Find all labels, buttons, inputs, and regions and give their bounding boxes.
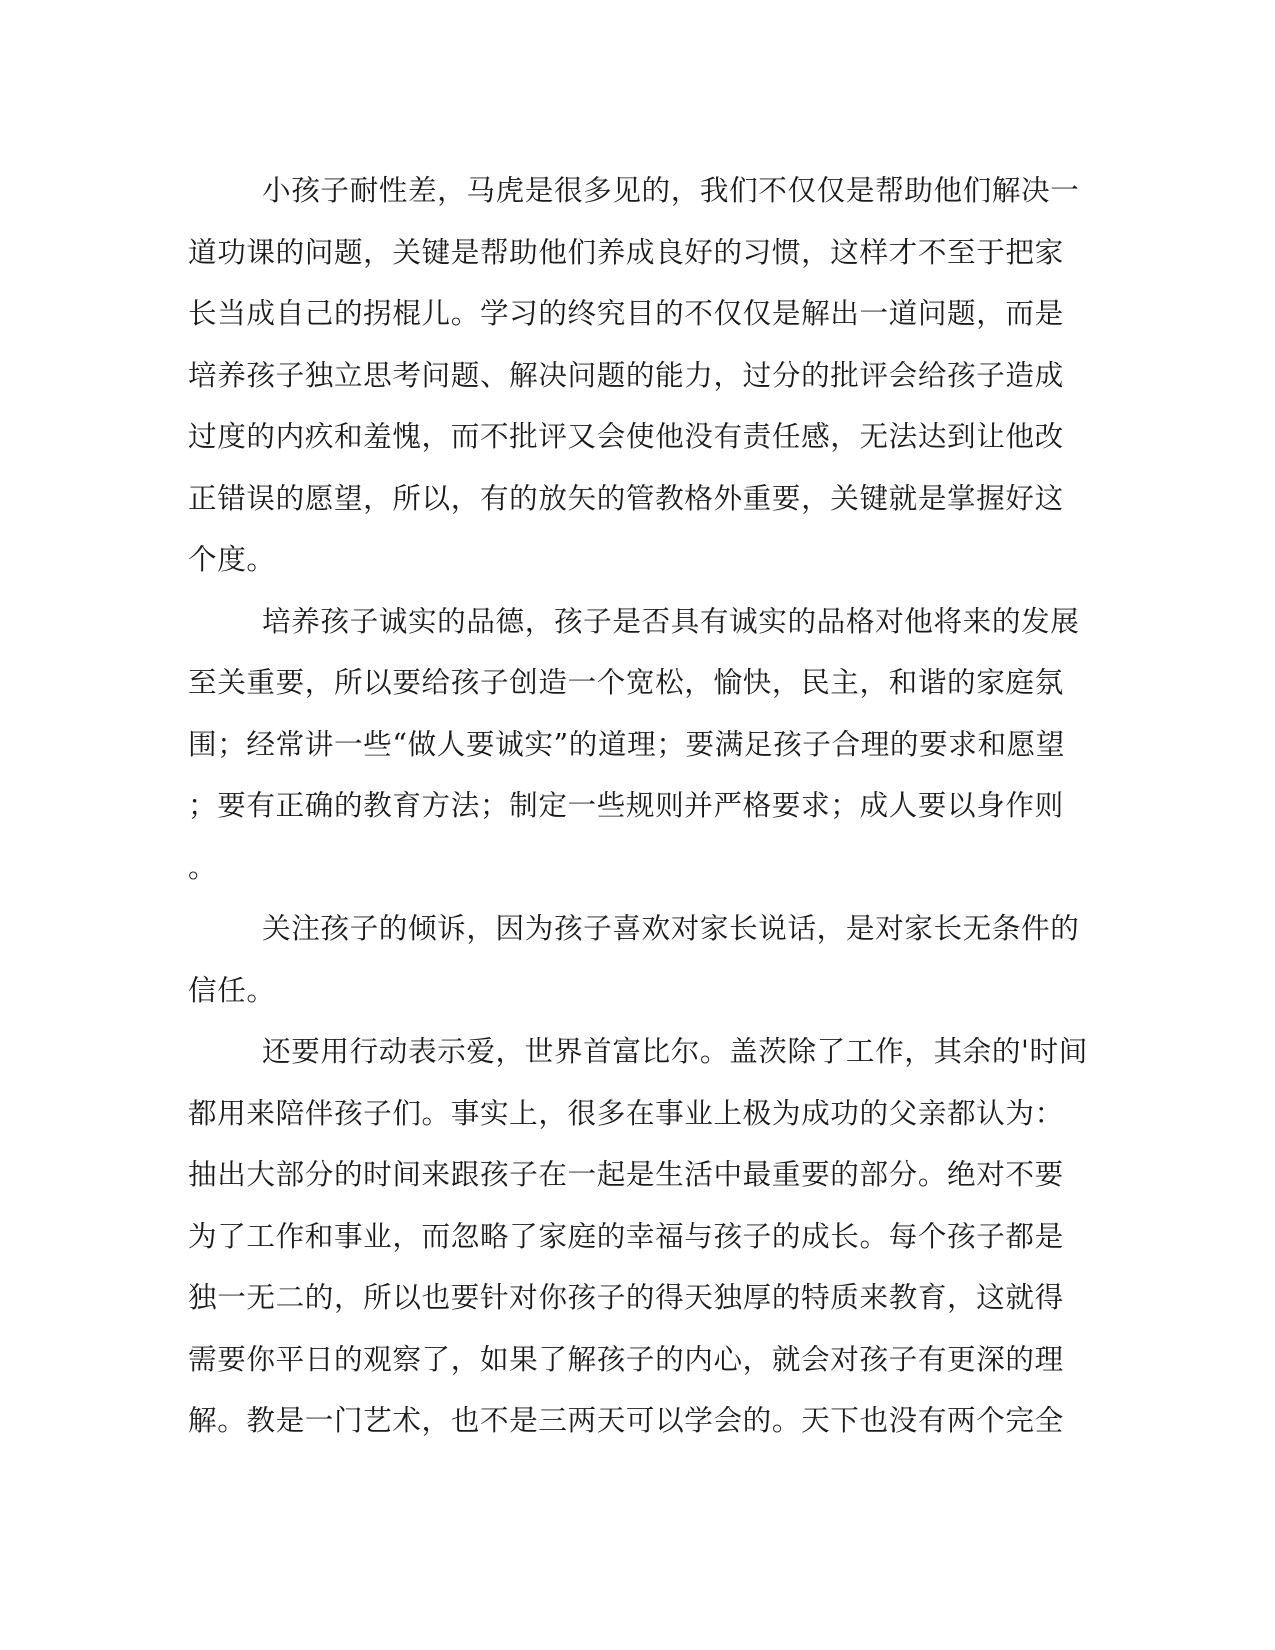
text-line: 正错误的愿望，所以，有的放矢的管教格外重要，关键就是掌握好这 xyxy=(188,480,1064,515)
paragraph-4 xyxy=(188,1021,1088,1452)
text-line: 道功课的问题，关键是帮助他们养成良好的习惯，这样才不至于把家 xyxy=(188,234,1064,269)
text-line: 为了工作和事业，而忽略了家庭的幸福与孩子的成长。每个孩子都是 xyxy=(188,1218,1064,1253)
text-line: 培养孩子独立思考问题、解决问题的能力，过分的批评会给孩子造成 xyxy=(188,357,1064,392)
text-line: 独一无二的，所以也要针对你孩子的得天独厚的特质来教育，这就得 xyxy=(188,1280,1064,1314)
text-line: 过度的内疚和羞愧，而不批评又会使他没有责任感，无法达到让他改 xyxy=(188,419,1064,453)
text-line: 关注孩子的倾诉，因为孩子喜欢对家长说话，是对家长无条件的 xyxy=(262,911,1080,945)
text-line: 小孩子耐性差，马虎是很多见的，我们不仅仅是帮助他们解决一 xyxy=(262,173,1080,207)
text-line: 解。教是一门艺术，也不是三两天可以学会的。天下也没有两个完全 xyxy=(188,1403,1064,1437)
paragraph-1 xyxy=(188,160,1080,591)
text-line: 信任。 xyxy=(188,972,276,1007)
text-line: 。 xyxy=(188,849,218,884)
document-body xyxy=(188,160,1088,1452)
text-line: 都用来陪伴孩子们。事实上，很多在事业上极为成功的父亲都认为： xyxy=(188,1095,1064,1130)
text-line: 个度。 xyxy=(188,542,276,576)
text-line: 至关重要，所以要给孩子创造一个宽松，愉快，民主，和谐的家庭氛 xyxy=(188,665,1064,699)
text-line: 需要你平日的观察了，如果了解孩子的内心，就会对孩子有更深的理 xyxy=(188,1341,1064,1376)
text-line: 培养孩子诚实的品德，孩子是否具有诚实的品格对他将来的发展 xyxy=(262,603,1080,638)
text-line: 抽出大部分的时间来跟孩子在一起是生活中最重要的部分。绝对不要 xyxy=(188,1157,1064,1191)
text-line: 还要用行动表示爱，世界首富比尔。盖茨除了工作，其余的'时间 xyxy=(262,1034,1088,1068)
text-line: 长当成自己的拐棍儿。学习的终究目的不仅仅是解出一道问题，而是 xyxy=(188,296,1064,330)
paragraph-2 xyxy=(188,591,1080,899)
paragraph-3 xyxy=(188,898,1080,1021)
text-line: ；要有正确的教育方法；制定一些规则并严格要求；成人要以身作则 xyxy=(188,788,1064,822)
text-line: 围；经常讲一些“做人要诚实”的道理；要满足孩子合理的要求和愿望 xyxy=(188,726,1066,761)
